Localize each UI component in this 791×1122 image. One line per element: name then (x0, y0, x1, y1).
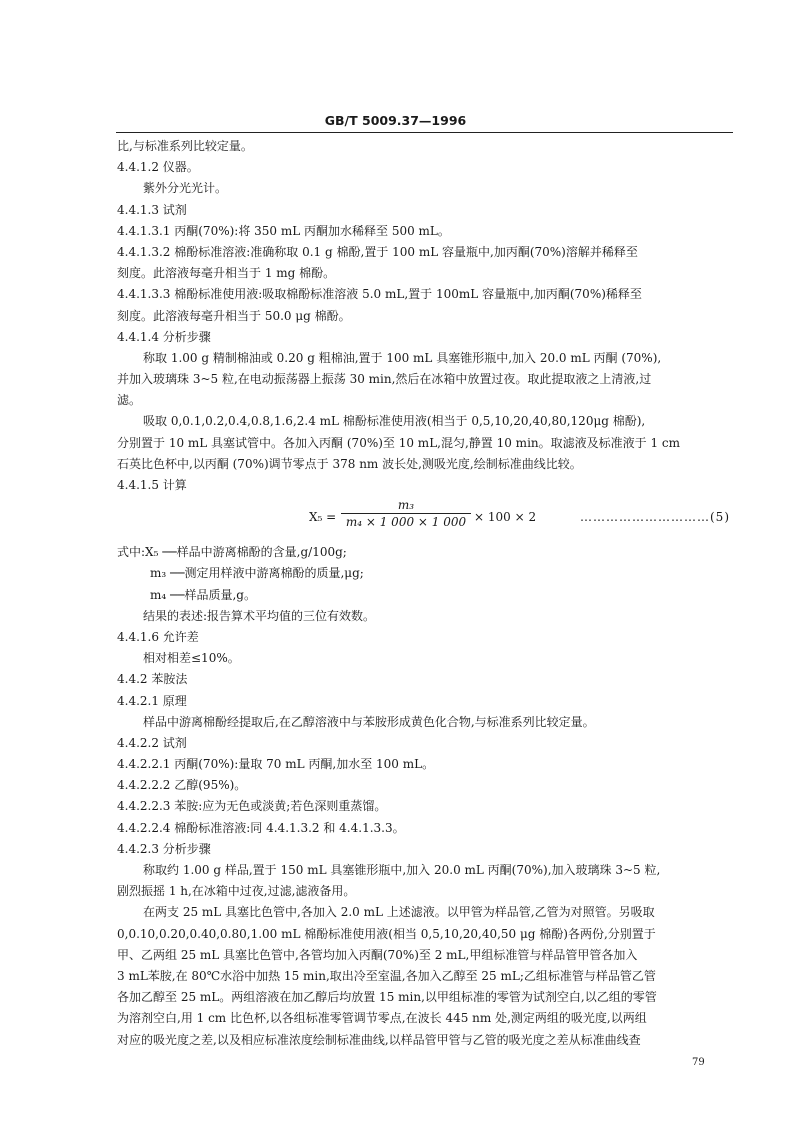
text-line: 4.4.2.2.4 棉酚标准溶液:同 4.4.1.3.2 和 4.4.1.3.3。 (117, 820, 405, 835)
formula-block (117, 496, 734, 542)
section-heading: 4.4.1.6 允许差 (117, 629, 199, 644)
text-line: 0,0.10,0.20,0.40,0.80,1.00 mL 棉酚标准使用液(相当 0,5,10,20,40,50 μg 棉酚)各两份,分别置于 (117, 926, 656, 941)
text-line: 4.4.2.2.3 苯胺:应为无色或淡黄;若色深则重蒸馏。 (117, 799, 387, 814)
text-line: 4.4.1.3.1 丙酮(70%):将 350 mL 丙酮加水稀释至 500 mL。 (117, 223, 450, 238)
text-line: 石英比色杯中,以丙酮 (70%)调节零点于 378 nm 波长处,测吸光度,绘制标准曲线比较。 (117, 456, 582, 471)
text-line: 吸取 0,0.1,0.2,0.4,0.8,1.6,2.4 mL 棉酚标准使用液(相当于 0,5,10,20,40,80,120μg 棉酚), (143, 414, 646, 429)
text-line: 称取 1.00 g 精制棉油或 0.20 g 粗棉油,置于 100 mL 具塞锥形瓶中,加入 20.0 mL 丙酮 (70%), (143, 350, 662, 365)
formula-numerator: m₃ (341, 498, 471, 514)
text-line: 滤。 (117, 393, 142, 408)
text-line: 4.4.1.3.3 棉酚标准使用液:吸取棉酚标准溶液 5.0 mL,置于 100mL 容量瓶中,加丙酮(70%)稀释至 (117, 287, 642, 302)
text-line: 4.4.1.3.2 棉酚标准溶液:准确称取 0.1 g 棉酚,置于 100 mL 容量瓶中,加丙酮(70%)溶解并稀释至 (117, 244, 638, 259)
text-line: 对应的吸光度之差,以及相应标准浓度绘制标准曲线,以样品管甲管与乙管的吸光度之差从标准曲线查 (117, 1032, 641, 1047)
text-line: 剧烈振摇 1 h,在冰箱中过夜,过滤,滤液备用。 (117, 884, 356, 899)
formula-rest: × 100 × 2 (474, 510, 537, 525)
text-line: 4.4.2.2.2 乙醇(95%)。 (117, 778, 247, 793)
page-header-standard-id: GB/T 5009.37—1996 (324, 113, 467, 128)
section-heading: 4.4.2.3 分析步骤 (117, 841, 211, 856)
section-heading: 4.4.2 苯胺法 (117, 672, 188, 687)
formula-lhs: X₅ = (309, 510, 337, 525)
section-heading: 4.4.2.2 试剂 (117, 735, 187, 750)
text-line: 并加入玻璃珠 3~5 粒,在电动振荡器上振荡 30 min,然后在冰箱中放置过夜。取此提取液之上清液,过 (117, 372, 652, 387)
variable-definition: m₃ ──测定用样液中游离棉酚的质量,μg; (150, 566, 364, 581)
text-line: 3 mL苯胺,在 80℃水浴中加热 15 min,取出冷至室温,各加入乙醇至 25 mL;乙组标准管与样品管乙管 (117, 968, 656, 983)
text-line: 结果的表述:报告算术平均值的三位有效数。 (143, 608, 376, 623)
text-line: 相对相差≤10%。 (143, 651, 240, 666)
text-line: 分别置于 10 mL 具塞试管中。各加入丙酮 (70%)至 10 mL,混匀,静置 10 min。取滤液及标准液于 1 cm (117, 435, 680, 450)
section-heading: 4.4.2.1 原理 (117, 693, 187, 708)
text-line: 4.4.2.2.1 丙酮(70%):量取 70 mL 丙酮,加水至 100 mL。 (117, 757, 435, 772)
section-heading: 4.4.1.4 分析步骤 (117, 329, 211, 344)
formula-denominator: m₄ × 1 000 × 1 000 (345, 515, 467, 530)
text-line: 刻度。此溶液每毫升相当于 50.0 μg 棉酚。 (117, 308, 351, 323)
text-line: 甲、乙两组 25 mL 具塞比色管中,各管均加入丙酮(70%)至 2 mL,甲组标准管与样品管甲管各加入 (117, 947, 638, 962)
section-heading: 4.4.1.2 仪器。 (117, 160, 199, 175)
text-line: 刻度。此溶液每毫升相当于 1 mg 棉酚。 (117, 266, 336, 281)
text-line: 紫外分光光计。 (143, 181, 228, 196)
variable-definition: 式中:X₅ ──样品中游离棉酚的含量,g/100g; (117, 545, 347, 560)
text-line: 为溶剂空白,用 1 cm 比色杯,以各组标准零管调节零点,在波长 445 nm 处,测定两组的吸光度,以两组 (117, 1011, 647, 1026)
variable-definition: m₄ ──样品质量,g。 (150, 587, 256, 602)
header-rule (116, 132, 733, 133)
text-line: 比,与标准系列比较定量。 (117, 139, 253, 153)
text-line: 称取约 1.00 g 样品,置于 150 mL 具塞锥形瓶中,加入 20.0 mL 丙酮(70%),加入玻璃珠 3~5 粒, (143, 863, 661, 877)
text-line: 样品中游离棉酚经提取后,在乙醇溶液中与苯胺形成黄色化合物,与标准系列比较定量。 (143, 714, 595, 729)
text-line: 在两支 25 mL 具塞比色管中,各加入 2.0 mL 上述滤液。以甲管为样品管,乙管为对照管。另吸取 (143, 905, 655, 920)
text-line: 各加乙醇至 25 mL。两组溶液在加乙醇后均放置 15 min,以甲组标准的零管为试剂空白,以乙组的零管 (117, 990, 657, 1005)
formula-fraction (341, 498, 471, 529)
equation-number: …………………………(5) (580, 510, 730, 525)
section-heading: 4.4.1.5 计算 (117, 478, 187, 492)
page-number: 79 (692, 1057, 705, 1068)
section-heading: 4.4.1.3 试剂 (117, 202, 187, 217)
document-body (117, 136, 734, 1051)
